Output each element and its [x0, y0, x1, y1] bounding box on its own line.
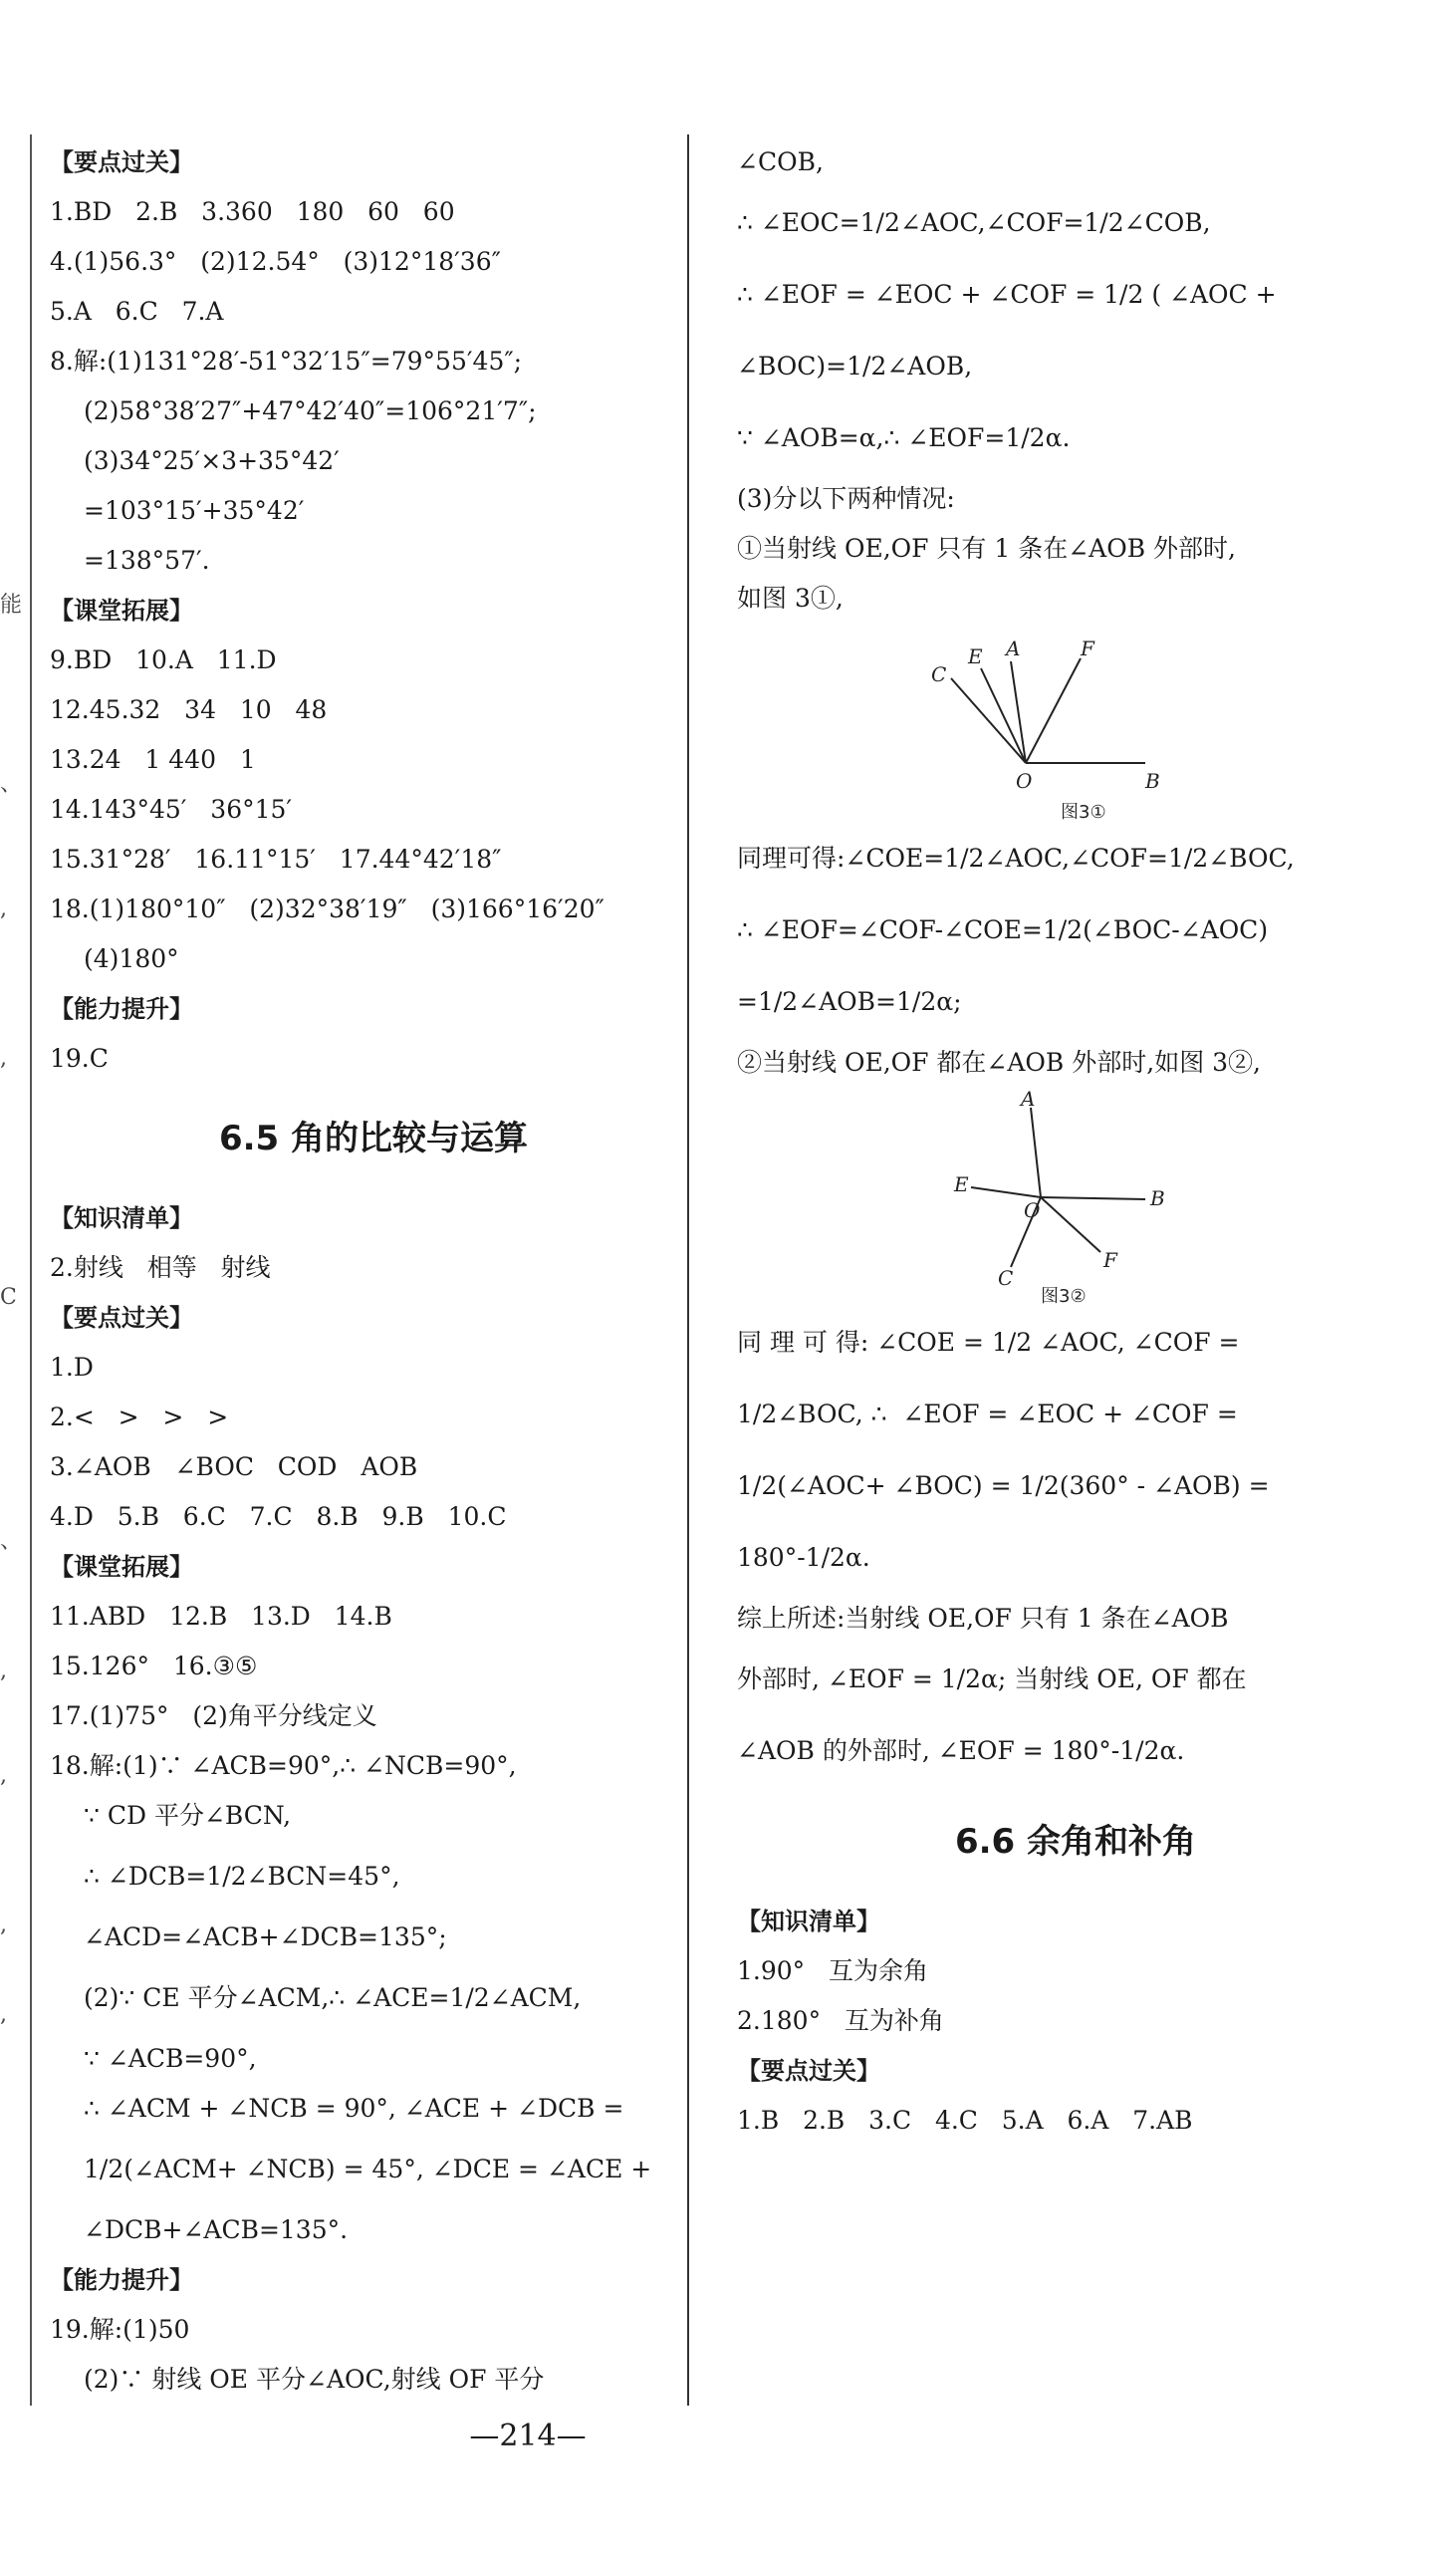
- side-mark: 、: [0, 1529, 23, 1554]
- ray-oa: [1031, 1108, 1041, 1197]
- answer-line: 1.BD 2.B 3.360 180 60 60: [50, 197, 455, 226]
- section-title: 6.6 余角和补角: [954, 1822, 1197, 1862]
- answer-line: 12.45.32 34 10 48: [50, 695, 328, 724]
- answer-line: ∴ ∠EOF = ∠EOC + ∠COF = 1/2 ( ∠AOC +: [737, 280, 1277, 309]
- answer-line: ∵ CD 平分∠BCN,: [84, 1801, 292, 1830]
- answer-line: ∴ ∠EOF=∠COF-∠COE=1/2(∠BOC-∠AOC): [737, 915, 1269, 944]
- answer-line: 18.(1)180°10″ (2)32°38′19″ (3)166°16′20″: [50, 894, 605, 923]
- section-header: 【要点过关】: [50, 1304, 193, 1332]
- left-column: [50, 137, 697, 2405]
- answer-line: 13.24 1 440 1: [50, 745, 256, 774]
- answer-line: (3)34°25′×3+35°42′: [84, 446, 340, 475]
- ray-ob: [1041, 1197, 1145, 1199]
- label-c: C: [998, 1266, 1014, 1290]
- answer-line: =138°57′.: [84, 546, 210, 575]
- label-e: E: [968, 644, 983, 668]
- answer-line: ∠DCB+∠ACB=135°.: [84, 2215, 349, 2244]
- answer-line: (2)58°38′27″+47°42′40″=106°21′7″;: [84, 396, 537, 425]
- answer-line: 15.126° 16.③⑤: [50, 1652, 258, 1680]
- answer-line: (4)180°: [84, 944, 179, 973]
- figure-caption: 图3②: [1041, 1286, 1087, 1307]
- section-header: 【课堂拓展】: [50, 597, 193, 625]
- answer-line: 3.∠AOB ∠BOC COD AOB: [50, 1452, 418, 1481]
- label-b: B: [1145, 769, 1160, 793]
- section-header: 【知识清单】: [50, 1204, 193, 1232]
- right-column: [737, 137, 1414, 2146]
- answer-line: 1.D: [50, 1353, 94, 1382]
- answer-line: 9.BD 10.A 11.D: [50, 645, 277, 674]
- section-header: 【能力提升】: [50, 2266, 193, 2294]
- label-o: O: [1024, 1198, 1041, 1222]
- section-title: 6.5 角的比较与运算: [218, 1119, 529, 1158]
- label-f: F: [1103, 1248, 1117, 1272]
- answer-line: 19.解:(1)50: [50, 2315, 190, 2344]
- answer-line: 2.射线 相等 射线: [50, 1253, 271, 1282]
- ray-oe: [971, 1187, 1041, 1197]
- ray-of: [1041, 1197, 1100, 1252]
- answer-line: 14.143°45′ 36°15′: [50, 795, 293, 824]
- answer-line: 5.A 6.C 7.A: [50, 297, 224, 326]
- answer-line: 180°-1/2α.: [737, 1543, 870, 1572]
- answer-line: 外部时, ∠EOF = 1/2α; 当射线 OE, OF 都在: [737, 1664, 1247, 1693]
- answer-line: ∴ ∠DCB=1/2∠BCN=45°,: [84, 1862, 400, 1891]
- side-mark: ,: [0, 2002, 7, 2027]
- answer-line: ∵ ∠AOB=α,∴ ∠EOF=1/2α.: [737, 423, 1071, 452]
- answer-line: ②当射线 OE,OF 都在∠AOB 外部时,如图 3②,: [737, 1048, 1261, 1077]
- answer-line: 1/2(∠ACM+ ∠NCB) = 45°, ∠DCE = ∠ACE +: [84, 2155, 652, 2183]
- label-a: A: [1021, 1088, 1036, 1111]
- answer-line: =103°15′+35°42′: [84, 496, 305, 525]
- answer-line: ∠ACD=∠ACB+∠DCB=135°;: [84, 1922, 447, 1951]
- answer-line: 同 理 可 得: ∠COE = 1/2 ∠AOC, ∠COF =: [737, 1328, 1240, 1357]
- answer-line: ∴ ∠ACM + ∠NCB = 90°, ∠ACE + ∠DCB =: [84, 2094, 624, 2123]
- answer-line: 2.< > > >: [50, 1403, 229, 1431]
- answer-line: ∵ ∠ACB=90°,: [84, 2044, 257, 2073]
- answer-line: 4.(1)56.3° (2)12.54° (3)12°18′36″: [50, 247, 501, 276]
- answer-line: 同理可得:∠COE=1/2∠AOC,∠COF=1/2∠BOC,: [737, 844, 1295, 873]
- side-mark: C: [0, 1285, 17, 1310]
- answer-line: =1/2∠AOB=1/2α;: [737, 987, 962, 1016]
- answer-line: 15.31°28′ 16.11°15′ 17.44°42′18″: [50, 845, 502, 874]
- side-mark: 、: [0, 772, 23, 797]
- answer-line: 1/2∠BOC, ∴ ∠EOF = ∠EOC + ∠COF =: [737, 1400, 1238, 1428]
- answer-line: ①当射线 OE,OF 只有 1 条在∠AOB 外部时,: [737, 534, 1236, 563]
- answer-line: 2.180° 互为补角: [737, 2006, 944, 2035]
- section-header: 【要点过关】: [737, 2057, 880, 2085]
- answer-line: ∠COB,: [737, 147, 824, 176]
- answer-line: 综上所述:当射线 OE,OF 只有 1 条在∠AOB: [737, 1604, 1229, 1633]
- label-b: B: [1150, 1186, 1165, 1210]
- figure-3-2: [737, 1088, 1414, 1307]
- page-number: —214—: [469, 2419, 587, 2453]
- side-mark: ,: [0, 1046, 7, 1071]
- answer-line: 1/2(∠AOC+ ∠BOC) = 1/2(360° - ∠AOB) =: [737, 1471, 1270, 1500]
- label-f: F: [1081, 637, 1094, 660]
- answer-line: ∠BOC)=1/2∠AOB,: [737, 352, 973, 381]
- answer-line: (2)∵ CE 平分∠ACM,∴ ∠ACE=1/2∠ACM,: [84, 1983, 582, 2012]
- label-o: O: [1016, 769, 1033, 793]
- answer-line: ∠AOB 的外部时, ∠EOF = 180°-1/2α.: [737, 1736, 1185, 1765]
- answer-line: (3)分以下两种情况:: [737, 484, 955, 513]
- side-mark: 能: [0, 593, 23, 618]
- ray-of: [1026, 658, 1081, 763]
- answer-line: 11.ABD 12.B 13.D 14.B: [50, 1602, 392, 1631]
- label-c: C: [931, 662, 947, 686]
- side-mark: ,: [0, 896, 7, 921]
- label-a: A: [1006, 637, 1021, 660]
- answer-line: 8.解:(1)131°28′-51°32′15″=79°55′45″;: [50, 347, 523, 376]
- answer-line: 1.B 2.B 3.C 4.C 5.A 6.A 7.AB: [737, 2106, 1193, 2135]
- side-mark: ,: [0, 1659, 7, 1683]
- figure-caption: 图3①: [1061, 802, 1106, 823]
- answer-line: 17.(1)75° (2)角平分线定义: [50, 1701, 377, 1730]
- left-margin-rule: [30, 134, 32, 2406]
- answer-line: (2)∵ 射线 OE 平分∠AOC,射线 OF 平分: [84, 2365, 545, 2394]
- section-header: 【知识清单】: [737, 1908, 880, 1935]
- answer-line: 4.D 5.B 6.C 7.C 8.B 9.B 10.C: [50, 1502, 507, 1531]
- answer-line: 19.C: [50, 1044, 109, 1073]
- section-header: 【要点过关】: [50, 148, 193, 176]
- figure-3-1-diagram: [926, 624, 1225, 823]
- answer-line: 如图 3①,: [737, 584, 844, 613]
- label-e: E: [954, 1172, 969, 1196]
- section-header: 【能力提升】: [50, 995, 193, 1023]
- figure-3-2-diagram: [926, 1088, 1225, 1307]
- answer-line: 18.解:(1)∵ ∠ACB=90°,∴ ∠NCB=90°,: [50, 1751, 517, 1780]
- side-mark: ,: [0, 1763, 7, 1788]
- answer-line: 1.90° 互为余角: [737, 1956, 929, 1985]
- answer-line: ∴ ∠EOC=1/2∠AOC,∠COF=1/2∠COB,: [737, 208, 1211, 237]
- section-header: 【课堂拓展】: [50, 1553, 193, 1581]
- side-mark: ,: [0, 1913, 7, 1937]
- figure-3-1: [737, 624, 1414, 823]
